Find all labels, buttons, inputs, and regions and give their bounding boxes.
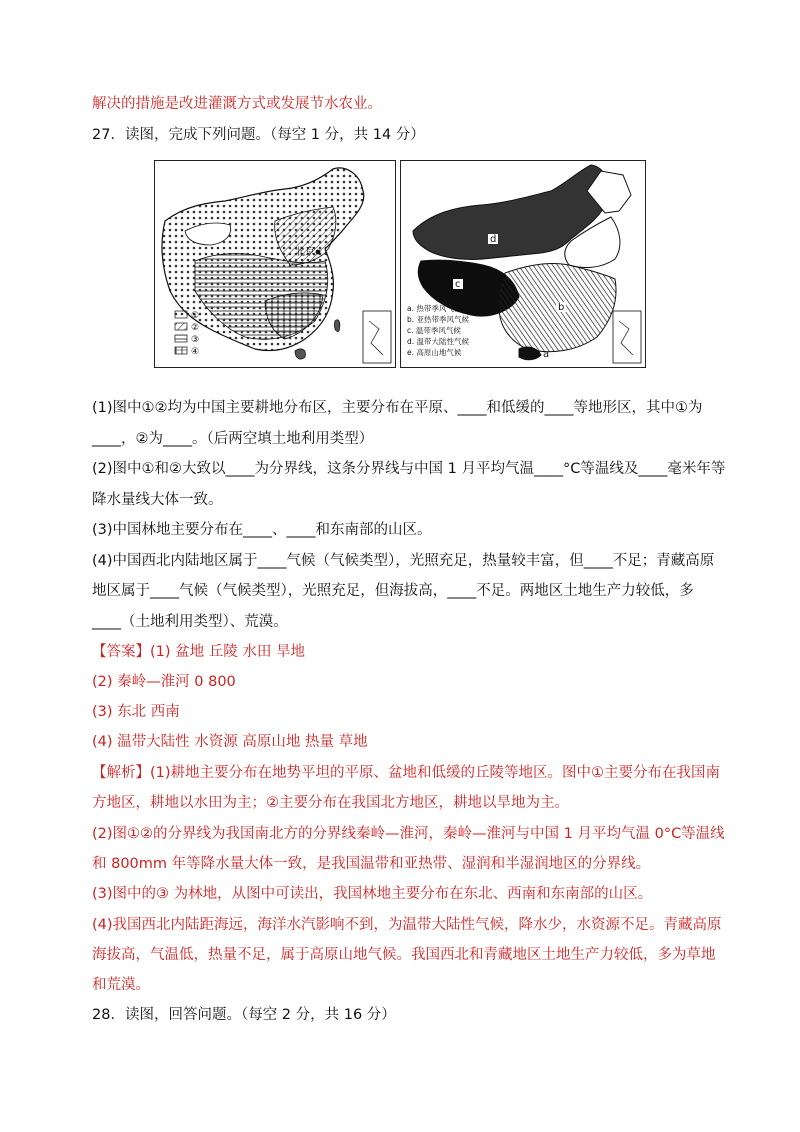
question-27-part-4-end: ____（土地利用类型）、荒漠。	[92, 614, 288, 630]
region-label-c: c	[455, 279, 461, 290]
question-28-heading: 28．读图，回答问题。（每空 2 分，共 16 分）	[92, 1007, 396, 1023]
region-label-b: b	[558, 302, 565, 313]
climate-legend-e: e. 高原山地气候	[407, 348, 462, 357]
analysis-4-end: 和荒漠。	[92, 977, 150, 993]
climate-legend-a: a. 热带季风气候	[407, 304, 462, 313]
legend-label-2: ②	[191, 323, 200, 333]
answer-2: (2) 秦岭—淮河 0 800	[92, 674, 236, 690]
question-27-heading: 27．读图，完成下列问题。（每空 1 分，共 14 分）	[92, 127, 425, 143]
analysis-2-cont: 和 800mm 年等降水量大体一致，是我国温带和亚热带、湿润和半湿润地区的分界线。	[92, 856, 651, 872]
legend-label-1: ①	[191, 311, 200, 321]
question-27-part-2-cont: 降水量线大体一致。	[92, 492, 223, 508]
analysis-4: (4)我国西北内陆距海远，海洋水汽影响不到，为温带大陆性气候，降水少，水资源不足。青藏高原	[92, 917, 722, 933]
question-27-part-4: (4)中国西北内陆地区属于____气候（气候类型），光照充足，热量较丰富，但____不足；青藏高原	[92, 553, 715, 569]
analysis-3: (3)图中的③ 为林地，从图中可读出，我国林地主要分布在东北、西南和东南部的山区。	[92, 886, 653, 902]
climate-legend-c: c. 温带季风气候	[407, 326, 461, 335]
legend-label-3: ③	[191, 335, 200, 345]
analysis-2: (2)图①②的分界线为我国南北方的分界线秦岭—淮河，秦岭—淮河与中国 1 月平均气温 0°C等温线	[92, 826, 725, 842]
answer-4: (4) 温带大陆性 水资源 高原山地 热量 草地	[92, 734, 368, 750]
region-label-a: a	[543, 349, 550, 360]
answer-1: 【答案】(1) 盆地 丘陵 水田 旱地	[92, 644, 305, 660]
land-use-map	[154, 160, 396, 368]
text-line: 解决的措施是改进灌溉方式或发展节水农业。	[92, 96, 382, 112]
land-use-map-drawing	[155, 161, 395, 367]
question-27-part-1: (1)图中①②均为中国主要耕地分布区，主要分布在平原、____和低缓的____等地形区，其中①为	[92, 400, 703, 416]
climate-legend-d: d. 温带大陆性气候	[407, 337, 470, 346]
climate-legend-b: b. 亚热带季风气候	[407, 315, 470, 324]
analysis-1-cont: 方地区，耕地以水田为主；②主要分布在我国北方地区，耕地以旱地为主。	[92, 795, 569, 811]
climate-map	[400, 160, 646, 368]
legend-label-4: ④	[191, 347, 200, 357]
question-27-part-3: (3)中国林地主要分布在____、____和东南部的山区。	[92, 522, 432, 538]
region-label-d: d	[490, 234, 497, 245]
question-27-part-2: (2)图中①和②大致以____为分界线，这条分界线与中国 1 月平均气温____°C等温线及____毫米年等	[92, 461, 726, 477]
map-figure	[154, 160, 646, 366]
city-label-beijing: 北京	[295, 247, 315, 258]
analysis-1: 【解析】(1)耕地主要分布在地势平坦的平原、盆地和低缓的丘陵等地区。图中①主要分布在我国南	[92, 765, 721, 781]
answer-3: (3) 东北 西南	[92, 704, 180, 720]
question-27-part-1-cont: ____，②为____。（后两空填土地利用类型）	[92, 431, 374, 447]
question-27-part-4-cont: 地区属于____气候（气候类型），光照充足，但海拔高，____不足。两地区土地生产力较低，多	[92, 583, 694, 599]
analysis-4-cont: 海拔高，气温低，热量不足，属于高原山地气候。我国西北和青藏地区土地生产力较低，多为草地	[92, 947, 716, 963]
climate-map-drawing	[401, 161, 645, 367]
